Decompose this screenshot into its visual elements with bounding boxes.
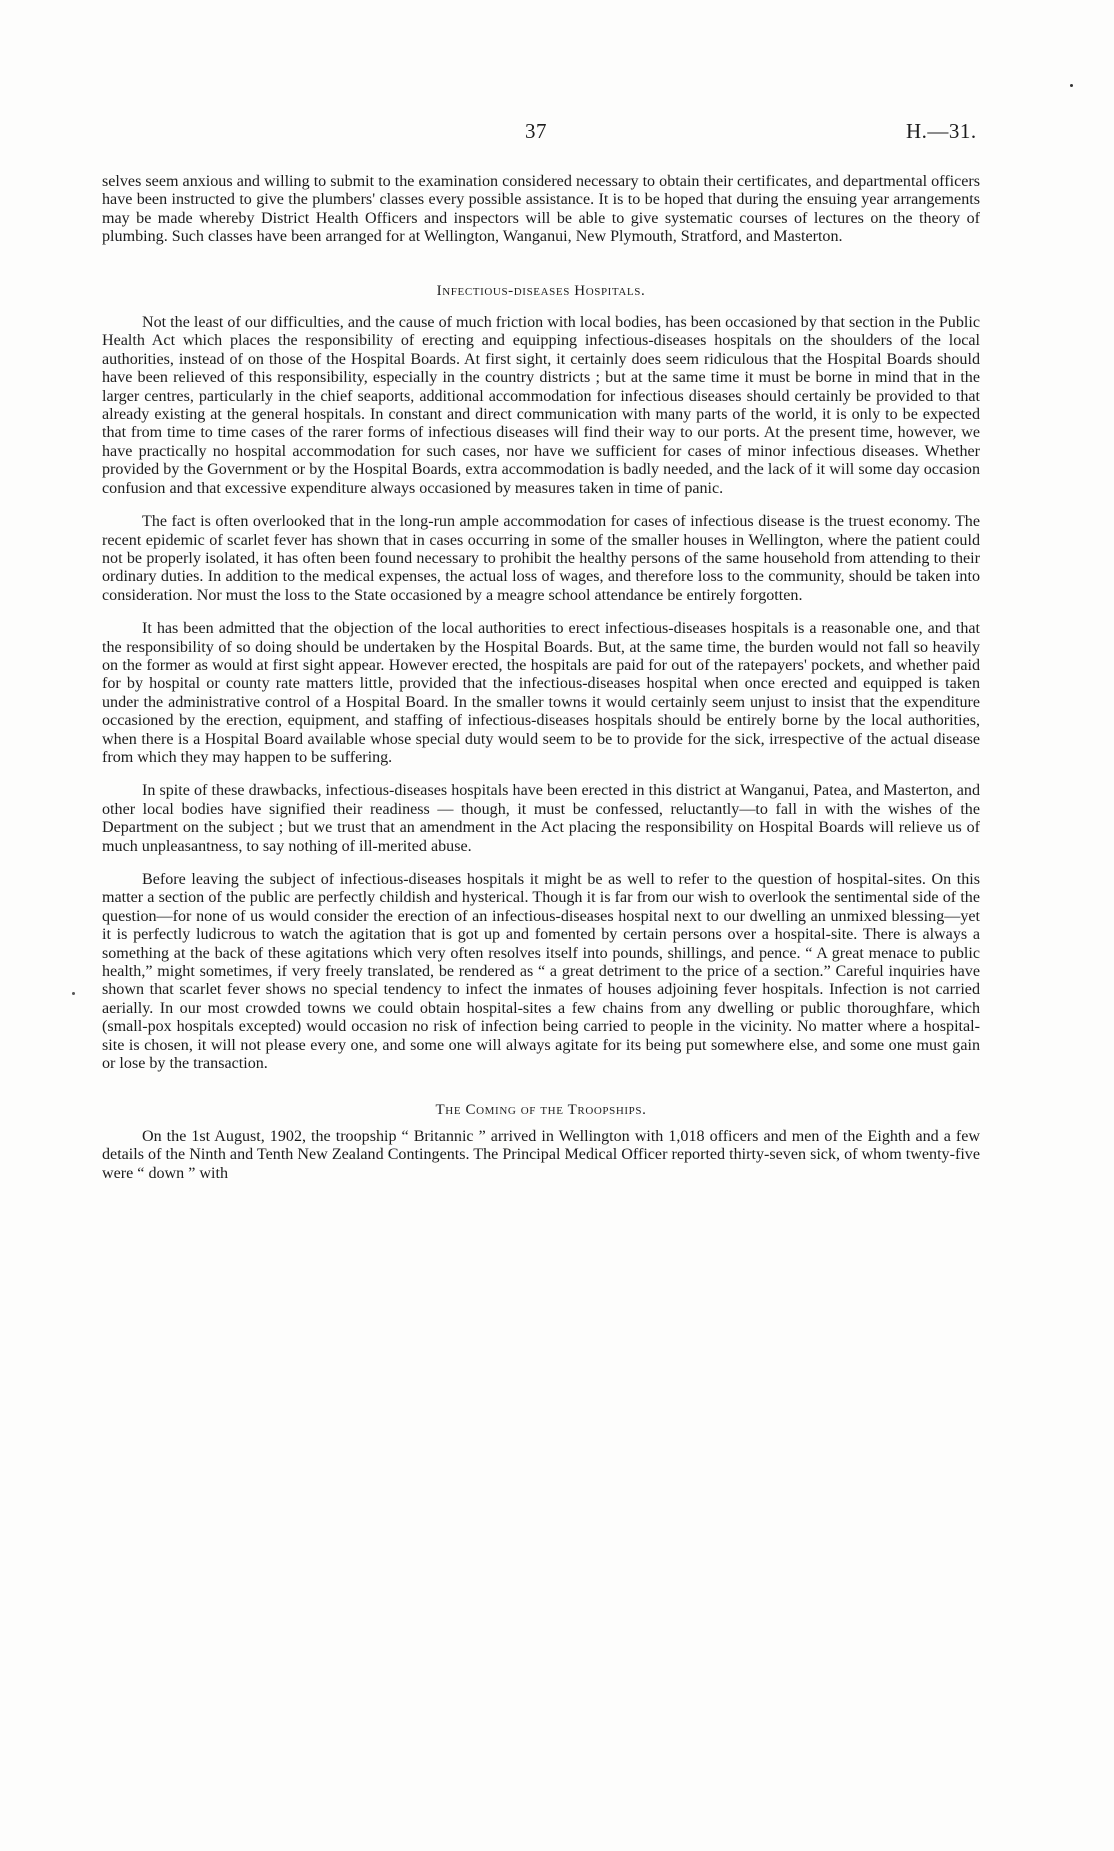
paragraph: Not the least of our difficulties, and the cause of much friction with local bodies, has been occasioned by that section in the Public Health Act which places the responsibility of erecting and equipping infectious-diseases hospitals on the shoulders of the local authorities, instead of on those of the Hospital Boards. At first sight, it certainly does seem ridiculous that the Hospital Boards should have been relieved of this responsibility, especially in the country districts ; but at the same time it must be borne in mind that in the larger centres, particularly in the chief seaports, additional accommodation for infectious diseases should certainly be provided to that already existing at the general hospitals. In constant and direct communication with many parts of the world, it is only to be expected that from time to time cases of the rarer forms of infectious diseases will find their way to our ports. At the present time, however, we have practically no hospital accommodation for such cases, nor have we sufficient for cases of minor infectious diseases. Whether provided by the Government or by the Hospital Boards, extra accommodation is badly needed, and the lack of it will some day occasion confusion and that excessive expenditure always occasioned by measures taken in time of panic. xyxy=(102,314,980,497)
section-heading-coming-of-troopships: The Coming of the Troopships. xyxy=(435,1102,647,1119)
section-heading-infectious-diseases-hospitals: Infectious-diseases Hospitals. xyxy=(436,282,646,299)
paragraph: The fact is often overlooked that in the long-run ample accommodation for cases of infectious disease is the truest economy. The recent epidemic of scarlet fever has shown that in cases occurring in some of the smaller houses in Wellington, where the patient could not be properly isolated, it has often been found necessary to prohibit the healthy persons of the same household from attending to their ordinary duties. In addition to the medical expenses, the actual loss of wages, and therefore loss to the community, should be taken into consideration. Nor must the loss to the State occasioned by a meagre school attendance be entirely forgotten. xyxy=(102,513,980,604)
paragraph: On the 1st August, 1902, the troopship “ Britannic ” arrived in Wellington with 1,018 officers and men of the Eighth and a few details of the Ninth and Tenth New Zealand Contingents. The Principal Medical Officer reported thirty-seven sick, of whom twenty-five were “ down ” with xyxy=(102,1127,980,1182)
opening-paragraph: selves seem anxious and willing to submit to the examination considered necessary to obtain their certificates, and departmental officers have been instructed to give the plumbers' classes every possible assistance. It is to be hoped that during the ensuing year arrangements may be made whereby District Health Officers and inspectors will be able to give systematic courses of lectures on the theory of plumbing. Such classes have been arranged for at Wellington, Wanganui, New Plymouth, Stratford, and Masterton. xyxy=(102,173,980,246)
paragraph: In spite of these drawbacks, infectious-diseases hospitals have been erected in this district at Wanganui, Patea, and Masterton, and other local bodies have signified their readiness — though, it must be confessed, reluctantly—to fall in with the wishes of the Department on the subject ; but we trust that an amendment in the Act placing the responsibility on Hospital Boards will relieve us of much unpleasantness, to say nothing of ill-merited abuse. xyxy=(102,782,980,855)
scan-speck xyxy=(1070,84,1073,87)
scan-speck xyxy=(72,992,75,995)
paragraph: Before leaving the subject of infectious-diseases hospitals it might be as well to refer to the question of hospital-sites. On this matter a section of the public are perfectly childish and hysterical. Though it is far from our wish to overlook the sentimental side of the question—for none of us would consider the erection of an infectious-diseases hospital next to our dwelling an unmixed blessing—yet it is perfectly ludicrous to watch the agitation that is got up and fomented by certain persons over a hospital-site. There is always a something at the back of these agitations which very often resolves itself into pounds, shillings, and pence. “ A great menace to public health,” might sometimes, if very freely translated, be rendered as “ a great detriment to the price of a section.” Careful inquiries have shown that scarlet fever shows no special tendency to infect the inmates of houses adjoining fever hospitals. Infection is not carried aerially. In our most crowded towns we could obtain hospital-sites a few chains from any dwelling or public thoroughfare, which (small-pox hospitals excepted) would occasion no risk of infection being carried to people in the vicinity. No matter where a hospital-site is chosen, it will not please every one, and some one will always agitate for its being put somewhere else, and some one must gain or lose by the transaction. xyxy=(102,871,980,1073)
page-number: 37 xyxy=(525,119,547,143)
body-text xyxy=(102,173,980,1198)
paragraph: It has been admitted that the objection of the local authorities to erect infectious-diseases hospitals is a reasonable one, and that the responsibility of so doing should be undertaken by the Hospital Boards. But, at the same time, the burden would not fall so heavily on the former as would at first sight appear. However erected, the hospitals are paid for out of the ratepayers' pockets, and whether paid for by hospital or county rate matters little, provided that the infectious-diseases hospital when once erected and equipped is taken under the administrative control of a Hospital Board. In the smaller towns it would certainly seem unjust to insist that the expenditure occasioned by the erection, equipment, and staffing of infectious-diseases hospitals should be entirely borne by the local authorities, when there is a Hospital Board available whose special duty would seem to be to provide for the sick, irrespective of the actual disease from which they may happen to be suffering. xyxy=(102,620,980,766)
document-reference: H.—31. xyxy=(906,119,977,143)
